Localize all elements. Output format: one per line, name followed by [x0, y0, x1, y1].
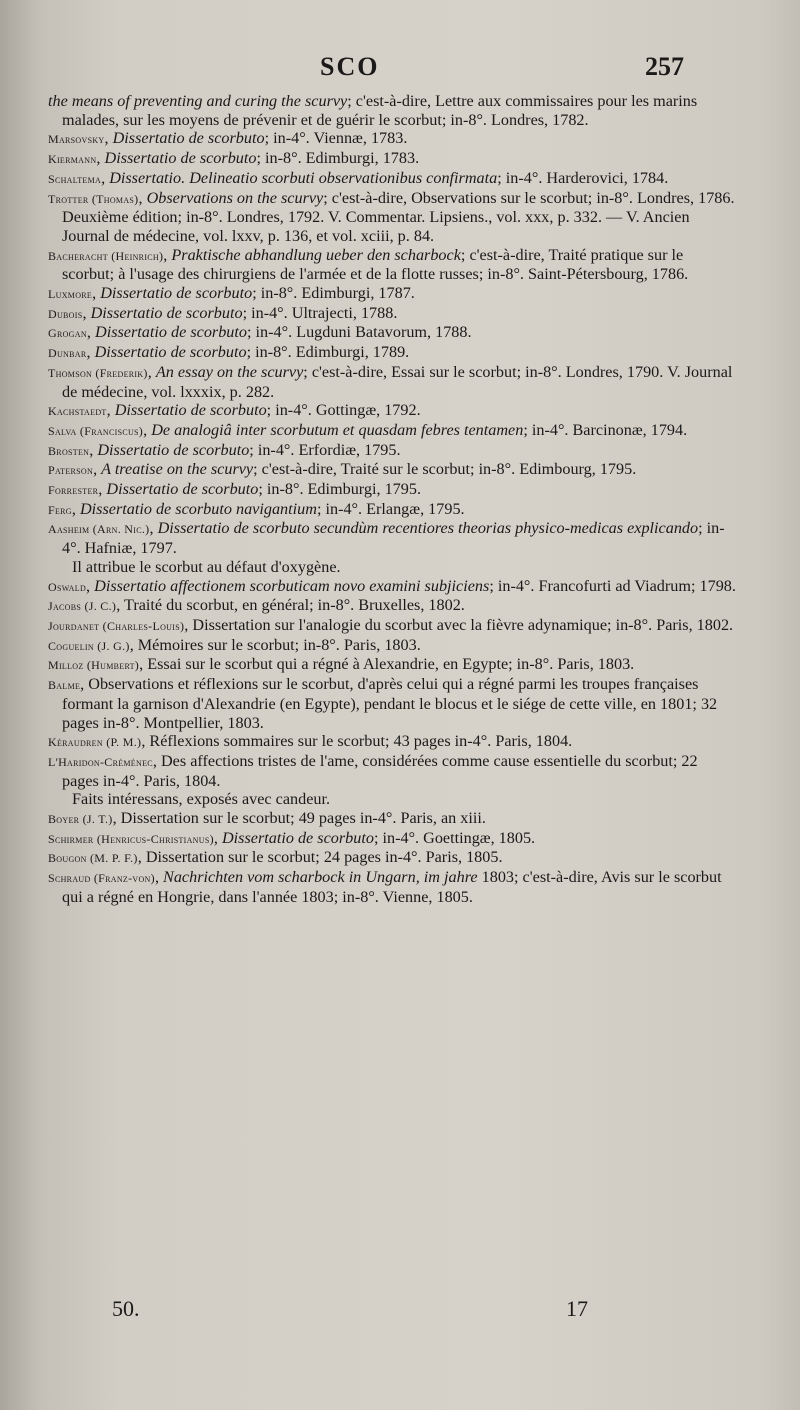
author-name: Forrester [48, 483, 99, 498]
entry-note [48, 790, 738, 809]
author-name: Kachstaedt [48, 404, 107, 419]
entry-details: ; in-8°. Edimburgi, 1787. [252, 284, 415, 303]
entry-details: Dissertation sur l'analogie du scorbut avec la fièvre adynamique; in-8°. Paris, 1802. [192, 615, 734, 634]
author-name: Balme [48, 678, 81, 693]
entry-details: ; in-4°. Francofurti ad Viadrum; 1798. [489, 576, 736, 595]
work-title: Nachrichten vom scharbock in Ungarn, im jahre [163, 868, 478, 887]
author-name: Oswald [48, 579, 87, 594]
bibliography-entry: Dunbar, Dissertatio de scorbuto; in-8°. Edimburgi, 1789. [48, 343, 410, 362]
work-title: Praktische abhandlung ueber den scharbock [171, 245, 461, 264]
entry-details: ; in-4°. Erlangæ, 1795. [316, 499, 465, 518]
work-title: Dissertatio de scorbuto navigantium [79, 499, 317, 518]
bibliography-entry: Trotter (Thomas), Observations on the scurvy; c'est-à-dire, Observations sur le scorbut; in-8°. Londres, 1786. Deuxième édition; in-8°. Londres, 1792. V. Commentar. Lipsiens., vol. xxx, p. 332. — V. Ancien Journal de médecine, vol. lxxv, p. 136, et vol. xciii, p. 84. [48, 188, 735, 245]
bibliography-entry: L'Haridon-Créménec, Des affections tristes de l'ame, considérées comme cause essentielle du scorbut; 22 pages in-4°. Paris, 1804. [48, 751, 698, 790]
work-title: Dissertatio affectionem scorbuticam novo examini subjiciens [94, 576, 490, 595]
bibliography-entry: Schraud (Franz-von), Nachrichten vom scharbock in Ungarn, im jahre 1803; c'est-à-dire, Avis sur le scorbut qui a régné en Hongrie, dans l'année 1803; in-8°. Vienne, 1805. [48, 868, 722, 906]
author-name: Aasheim (Arn. Nic.) [48, 522, 150, 537]
bibliography-entry: Salva (Franciscus), De analogiâ inter scorbutum et quasdam febres tentamen; in-4°. Barcinonæ, 1794. [48, 420, 688, 439]
entry-details: ; c'est-à-dire, Lettre aux commissaires pour les marins malades, sur les moyens de prévenir et de guérir le scorbut; in-8°. Londres, 1782. [62, 92, 698, 129]
work-title: Dissertatio de scorbuto [100, 284, 253, 303]
work-title: Dissertatio de scorbuto [221, 828, 374, 847]
author-name: Kiermann [48, 152, 97, 167]
author-name: Grogan [48, 326, 87, 341]
bibliography-entry [48, 92, 738, 129]
entry-details: ; in-4°. Lugduni Batavorum, 1788. [247, 323, 472, 342]
entry-details: ; c'est-à-dire, Traité sur le scorbut; in-8°. Edimbourg, 1795. [253, 460, 637, 479]
bibliography-entry: Bougon (M. P. F.), Dissertation sur le scorbut; 24 pages in-4°. Paris, 1805. [48, 848, 503, 867]
author-name: Marsovsky [48, 132, 105, 147]
author-name: Schraud (Franz-von) [48, 871, 155, 886]
author-name: Jourdanet (Charles-Louis) [48, 618, 185, 633]
entry-details: ; in-4°. Gottingæ, 1792. [266, 401, 421, 420]
author-name: Kéraudren (P. M.) [48, 735, 142, 750]
sheet-number: 17 [566, 1296, 588, 1321]
author-name: Luxmore [48, 287, 93, 302]
running-head: SCO [320, 52, 380, 81]
bibliography-entry: Balme, Observations et réflexions sur le scorbut, d'après celui qui a régné parmi les troupes françaises formant la garnison d'Alexandrie (en Egypte), pendant le blocus et le siége de cette ville, en 1801; 32 pages in-8°. Montpellier, 1803. [48, 675, 718, 732]
work-title: Dissertatio de scorbuto [97, 440, 250, 459]
entry-details: ; in-4°. Ultrajecti, 1788. [242, 303, 398, 322]
bibliography-entry: Forrester, Dissertatio de scorbuto; in-8°. Edimburgi, 1795. [48, 480, 422, 499]
bibliography-entry: Dubois, Dissertatio de scorbuto; in-4°. Ultrajecti, 1788. [48, 303, 398, 322]
entry-details: ; c'est-à-dire, Traité pratique sur le scorbut; à l'usage des chirurgiens de l'armée et de la flotte russes; in-8°. Saint-Pétersbourg, 1786. [62, 245, 689, 284]
work-title: A treatise on the scurvy [101, 460, 254, 479]
author-name: Milloz (Humbert) [48, 658, 140, 673]
bibliography-entry: Coguelin (J. G.), Mémoires sur le scorbut; in-8°. Paris, 1803. [48, 635, 421, 654]
author-name: Ferg [48, 502, 72, 517]
entry-details: Réflexions sommaires sur le scorbut; 43 pages in-4°. Paris, 1804. [149, 732, 573, 751]
bibliography-entry: Ferg, Dissertatio de scorbuto navigantium; in-4°. Erlangæ, 1795. [48, 499, 465, 518]
bibliography-entry: Schaltema, Dissertatio. Delineatio scorbuti observationibus confirmata; in-4°. Harderovici, 1784. [48, 168, 669, 187]
entry-details: Il attribue le scorbut au défaut d'oxygène. [72, 557, 341, 576]
author-name: Brosten [48, 443, 90, 458]
author-name: Bougon (M. P. F.) [48, 851, 138, 866]
entry-details: ; in-4°. Barcinonæ, 1794. [523, 420, 688, 439]
work-title: Dissertatio de scorbuto [95, 323, 247, 342]
entry-details: ; in-8°. Edimburgi, 1795. [258, 480, 422, 499]
author-name: L'Haridon-Créménec [48, 754, 153, 769]
signature-mark: 50. [112, 1296, 140, 1321]
bibliography-entry: Brosten, Dissertatio de scorbuto; in-4°. Erfordiæ, 1795. [48, 440, 401, 459]
bibliography-entry: Jacobs (J. C.), Traité du scorbut, en général; in-8°. Bruxelles, 1802. [48, 596, 465, 615]
work-title: Dissertatio de scorbuto [114, 401, 267, 420]
entry-details: 1803; c'est-à-dire, Avis sur le scorbut qui a régné en Hongrie, dans l'année 1803; in-8°. Vienne, 1805. [62, 868, 722, 906]
bibliography-entry: Thomson (Frederik), An essay on the scurvy; c'est-à-dire, Essai sur le scorbut; in-8°. Londres, 1790. V. Journal de médecine, vol. lxxxix, p. 282. [48, 362, 733, 401]
entry-details: Mémoires sur le scorbut; in-8°. Paris, 1803. [137, 635, 421, 654]
bibliography-entry: Grogan, Dissertatio de scorbuto; in-4°. Lugduni Batavorum, 1788. [48, 323, 472, 342]
entry-details: ; in-8°. Edimburgi, 1783. [256, 149, 420, 168]
bibliography-entry: Aasheim (Arn. Nic.), Dissertatio de scorbuto secundùm recentiores theorias physico-medicas explicando; in-4°. Hafniæ, 1797. [48, 519, 725, 558]
bibliography-entry: Boyer (J. T.), Dissertation sur le scorbut; 49 pages in-4°. Paris, an xiii. [48, 809, 486, 828]
entry-details: Essai sur le scorbut qui a régné à Alexandrie, en Egypte; in-8°. Paris, 1803. [147, 655, 635, 674]
bibliography-entry: Marsovsky, Dissertatio de scorbuto; in-4°. Viennæ, 1783. [48, 129, 408, 148]
work-title: An essay on the scurvy [155, 362, 304, 381]
author-name: Schaltema [48, 171, 102, 186]
work-title: Dissertatio de scorbuto [104, 149, 257, 168]
bibliography-entry: Jourdanet (Charles-Louis), Dissertation sur l'analogie du scorbut avec la fièvre adynamique; in-8°. Paris, 1802. [48, 615, 734, 634]
author-name: Dubois [48, 306, 83, 321]
author-name: Boyer (J. T.) [48, 812, 113, 827]
bibliography-list [48, 92, 738, 907]
work-title: Dissertatio de scorbuto [106, 480, 259, 499]
work-title: Dissertatio de scorbuto [94, 343, 247, 362]
entry-note [48, 558, 738, 577]
work-title: Dissertatio de scorbuto [112, 129, 265, 148]
page-header [0, 52, 800, 88]
bibliography-entry: Schirmer (Henricus-Christianus), Dissertatio de scorbuto; in-4°. Goettingæ, 1805. [48, 828, 536, 847]
entry-details: Dissertation sur le scorbut; 49 pages in-4°. Paris, an xiii. [120, 809, 486, 828]
author-name: Bacheracht (Heinrich) [48, 248, 164, 263]
entry-details: ; in-4°. Harderovici, 1784. [497, 168, 669, 187]
bibliography-entry: Oswald, Dissertatio affectionem scorbuticam novo examini subjiciens; in-4°. Francofurti ad Viadrum; 1798. [48, 576, 736, 595]
author-name: Coguelin (J. G.) [48, 638, 130, 653]
bibliography-entry: Milloz (Humbert), Essai sur le scorbut qui a régné à Alexandrie, en Egypte; in-8°. Paris, 1803. [48, 655, 635, 674]
bibliography-entry: Paterson, A treatise on the scurvy; c'est-à-dire, Traité sur le scorbut; in-8°. Edimbourg, 1795. [48, 460, 637, 479]
entry-details: Faits intéressans, exposés avec candeur. [72, 790, 331, 809]
author-name: Dunbar [48, 346, 87, 361]
author-name: Schirmer (Henricus-Christianus) [48, 831, 214, 846]
bibliography-entry: Bacheracht (Heinrich), Praktische abhandlung ueber den scharbock; c'est-à-dire, Traité pratique sur le scorbut; à l'usage des chirurgiens de l'armée et de la flotte russes; in-8°. Saint-Pétersbourg, 1786. [48, 245, 689, 284]
entry-details: Des affections tristes de l'ame, considérées comme cause essentielle du scorbut; 22 pages in-4°. Paris, 1804. [62, 751, 698, 790]
entry-details: Dissertation sur le scorbut; 24 pages in-4°. Paris, 1805. [145, 848, 503, 867]
bibliography-entry: Kéraudren (P. M.), Réflexions sommaires sur le scorbut; 43 pages in-4°. Paris, 1804. [48, 732, 573, 751]
entry-details: ; c'est-à-dire, Essai sur le scorbut; in-8°. Londres, 1790. V. Journal de médecine, vol. lxxxix, p. 282. [62, 362, 733, 401]
work-title: Dissertatio. Delineatio scorbuti observationibus confirmata [109, 168, 498, 187]
author-name: Thomson (Frederik) [48, 365, 148, 380]
entry-details: ; in-4°. Erfordiæ, 1795. [249, 440, 401, 459]
entry-details: ; in-4°. Viennæ, 1783. [264, 129, 408, 148]
author-name: Paterson [48, 463, 94, 478]
entry-details: Observations et réflexions sur le scorbut, d'après celui qui a régné parmi les troupes françaises formant la garnison d'Alexandrie (en Egypte), pendant le blocus et le siége de cette ville, en 1801; 32 pages in-8°. Montpellier, 1803. [62, 675, 718, 732]
page-footer [0, 1296, 800, 1326]
page-number: 257 [645, 52, 684, 81]
work-title: Dissertatio de scorbuto secundùm recentiores theorias physico-medicas explicando [157, 519, 699, 538]
work-title: Dissertatio de scorbuto [90, 303, 243, 322]
bibliography-entry: Kiermann, Dissertatio de scorbuto; in-8°. Edimburgi, 1783. [48, 149, 420, 168]
bibliography-entry: Kachstaedt, Dissertatio de scorbuto; in-4°. Gottingæ, 1792. [48, 401, 421, 420]
entry-details: Traité du scorbut, en général; in-8°. Bruxelles, 1802. [124, 596, 465, 615]
entry-details: ; in-8°. Edimburgi, 1789. [246, 343, 410, 362]
bibliography-entry: Luxmore, Dissertatio de scorbuto; in-8°. Edimburgi, 1787. [48, 284, 415, 303]
work-title: the means of preventing and curing the scurvy [48, 92, 348, 110]
entry-details: ; c'est-à-dire, Observations sur le scorbut; in-8°. Londres, 1786. Deuxième édition; in-8°. Londres, 1792. V. Commentar. Lipsiens., vol. xxx, p. 332. — V. Ancien Journal de médecine, vol. lxxv, p. 136, et vol. xciii, p. 84. [62, 188, 735, 245]
author-name: Trotter (Thomas) [48, 191, 139, 206]
author-name: Salva (Franciscus) [48, 423, 144, 438]
entry-details: ; in-4°. Hafniæ, 1797. [62, 519, 725, 558]
work-title: Observations on the scurvy [146, 188, 324, 207]
author-name: Jacobs (J. C.) [48, 599, 117, 614]
entry-details: ; in-4°. Goettingæ, 1805. [373, 828, 536, 847]
work-title: De analogiâ inter scorbutum et quasdam febres tentamen [151, 420, 524, 439]
